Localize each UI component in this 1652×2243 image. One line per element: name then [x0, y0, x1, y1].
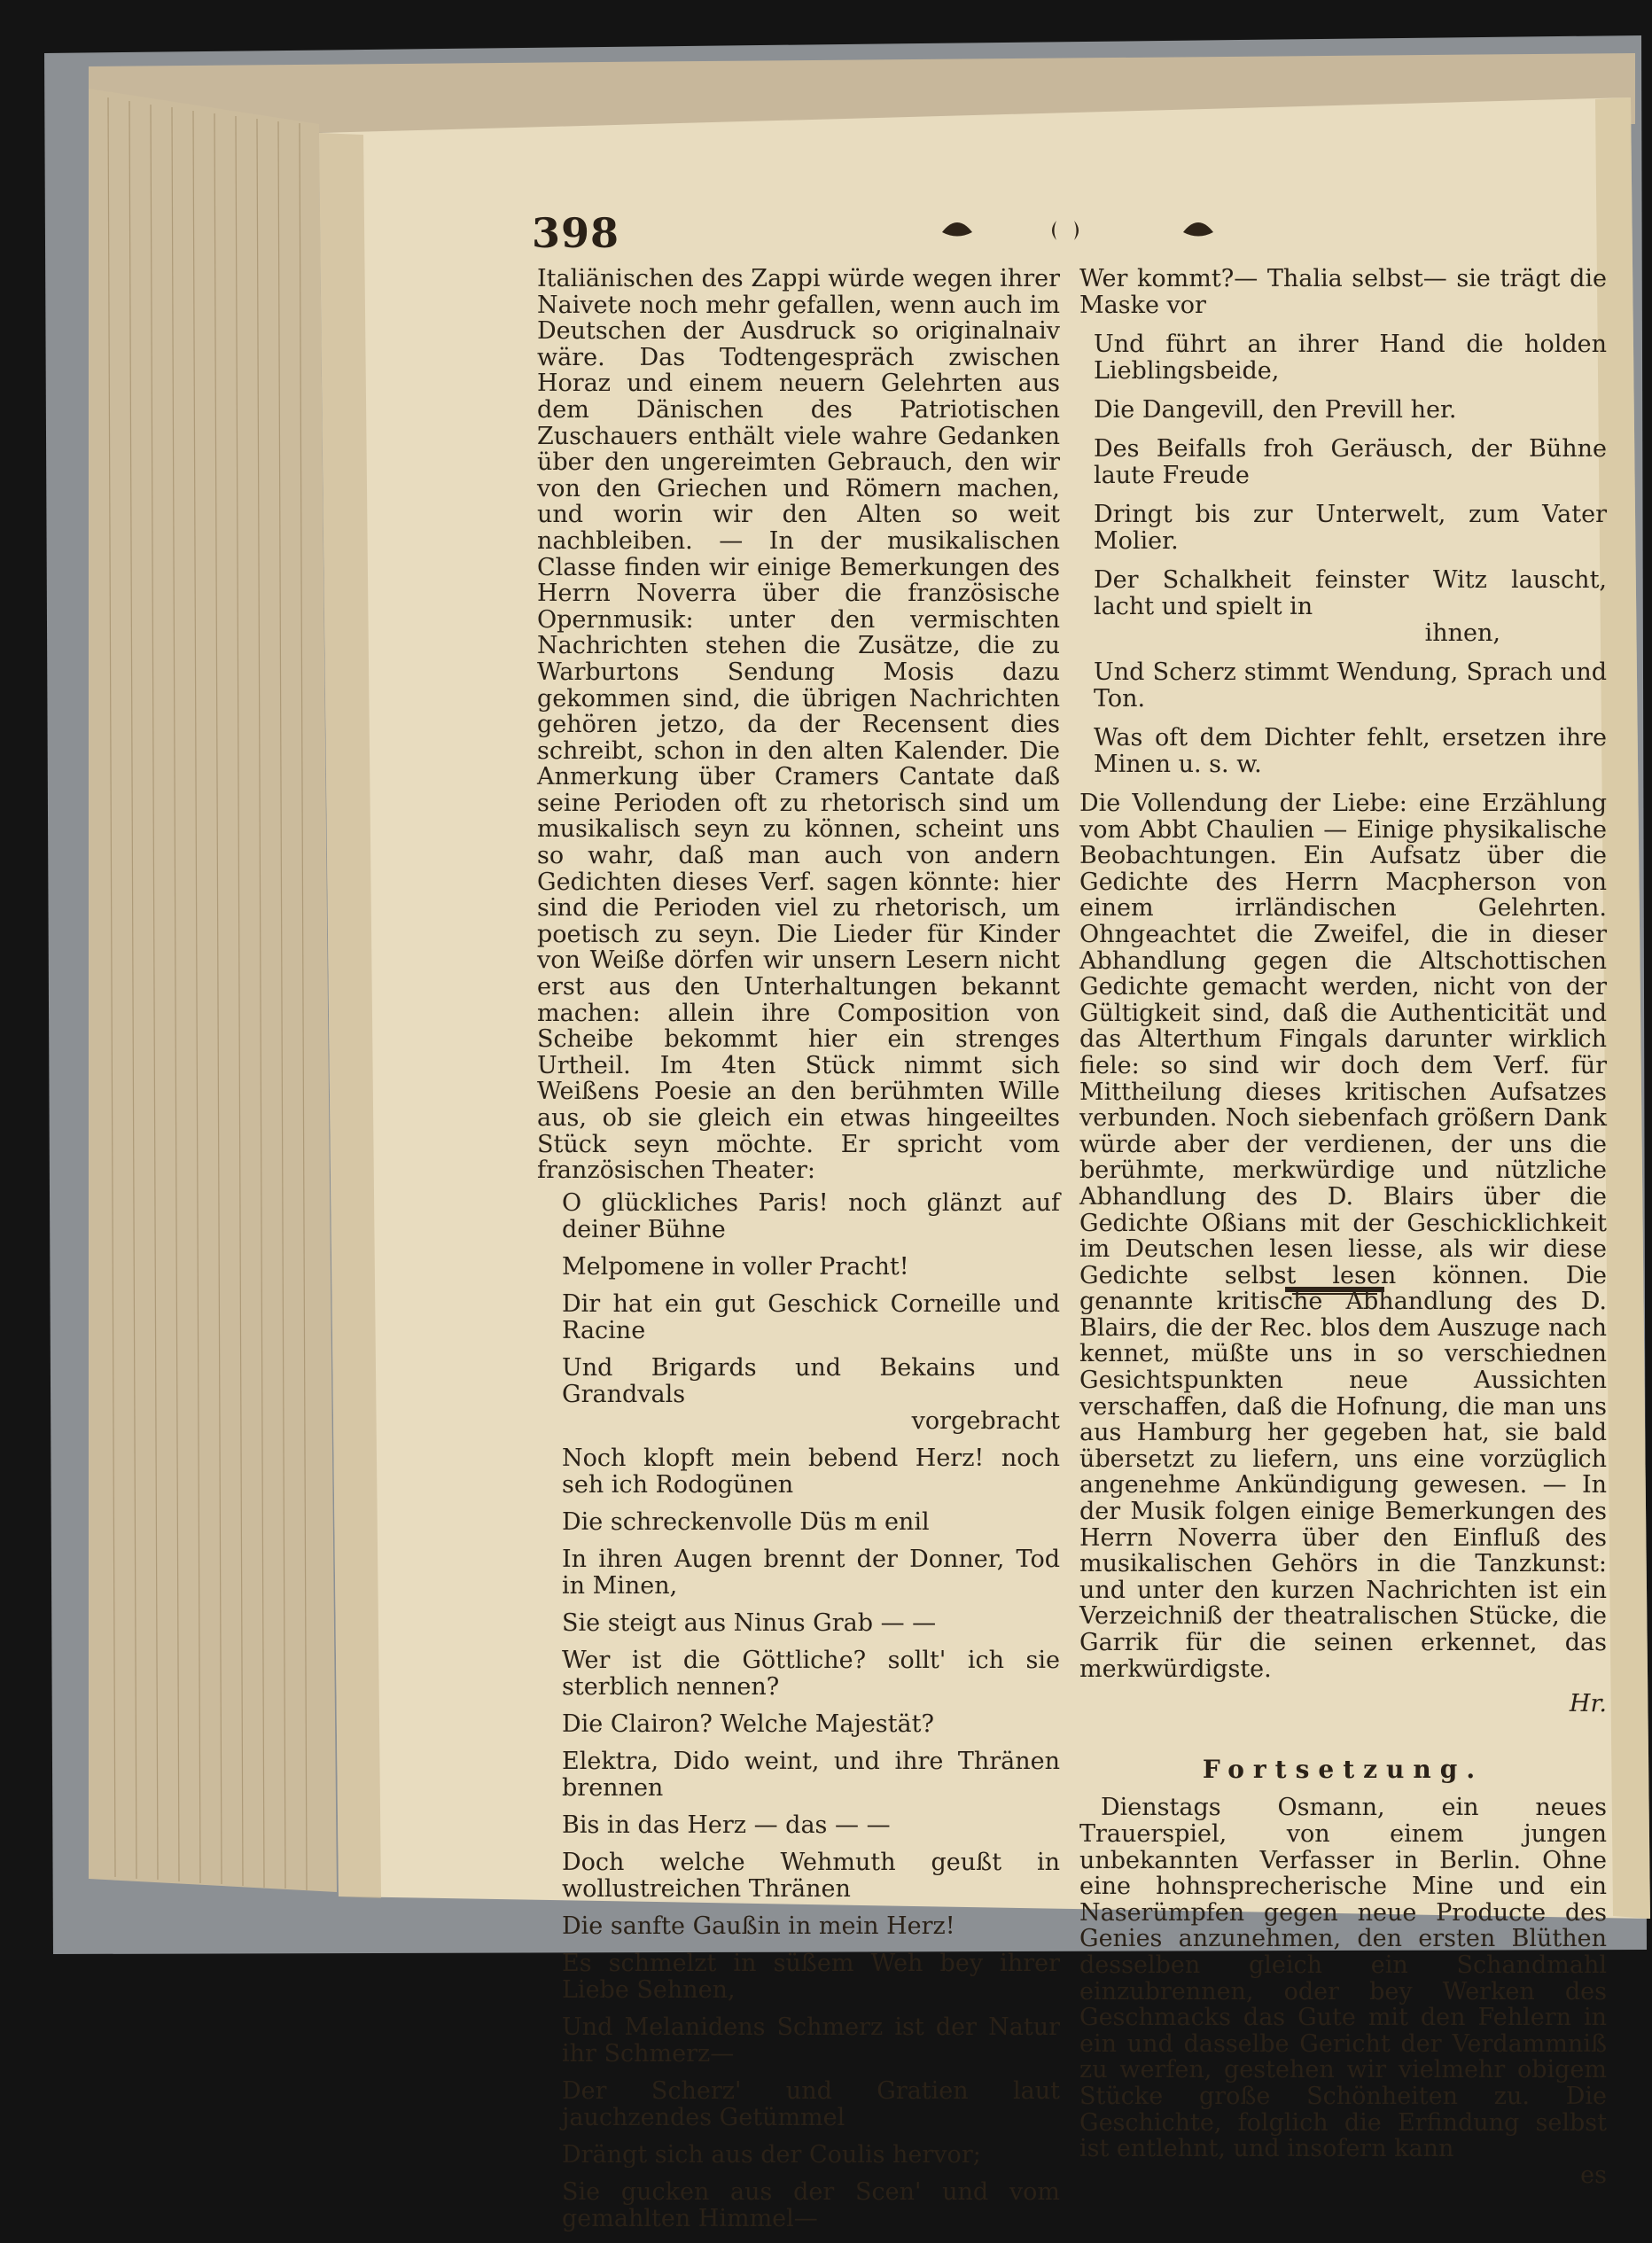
- verse-line: Bis in das Herz — das — —: [562, 1811, 891, 1839]
- verse-line: Dringt bis zur Unterwelt, zum Vater Molier.: [1094, 501, 1607, 555]
- verse-line: Melpomene in voller Pracht!: [562, 1252, 909, 1281]
- verse-line: Und Scherz stimmt Wendung, Sprach und Ton.: [1094, 658, 1607, 713]
- page-block-edges: [89, 89, 337, 1892]
- verse-block: [562, 1190, 1060, 2232]
- right-column: [1079, 266, 1607, 2188]
- verse-line: Und Melanidens Schmerz ist der Natur ihr Schmerz—: [562, 2013, 1060, 2068]
- verse-line: Der Schalkheit feinster Witz lauscht, lacht und spielt in: [1094, 566, 1607, 620]
- verse-line: Des Beifalls froh Geräusch, der Bühne laute Freude: [1094, 435, 1607, 489]
- verse-line: Die sanfte Gaußin in mein Herz!: [562, 1912, 955, 1940]
- review-paragraph: Italiänischen des Zappi würde wegen ihrer Naivete noch mehr gefallen, wenn auch im Deutschen der Ausdruck so originalnaiv wäre. Das Todtengespräch zwischen Horaz und einem neuern Gelehrten aus dem Dänischen des Patriotischen Zuschauers enthält viele wahre Gedanken über den ungereimten Gebrauch, den wir von den Griechen und Römern machen, und worin wir den Alten so weit nachbleiben. — In der musikalischen Classe finden wir einige Bemerkungen des Herrn Noverra über die französische Opernmusik: unter den vermischten Nachrichten stehen die Zusätze, die zu Warburtons Sendung Mosis dazu gekommen sind, die übrigen Nachrichten gehören jetzo, da der Recensent dies schreibt, schon in den alten Kalender. Die Anmerkung über Cramers Cantate daß seine Perioden oft zu rhetorisch sind um musikalisch seyn zu können, scheint uns so wahr, daß man auch von andern Gedichten dieses Verf. sagen könnte: hier sind die Perioden viel zu rhetorisch, um poetisch zu seyn. Die Lieder für Kinder von Weiße dörfen wir unsern Lesern nicht erst aus den Unterhaltungen bekannt machen: allein ihre Composition von Scheibe bekommt hier ein strenges Urtheil. Im 4ten Stück nimmt sich Weißens Poesie an den berühmten Wille aus, ob sie gleich ein etwas hingeeiltes Stück seyn möchte. Er spricht vom französischen Theater:: [537, 265, 1060, 1185]
- verse-line: In ihren Augen brennt der Donner, Tod in Minen,: [562, 1545, 1060, 1600]
- verse-line: vorgebracht: [911, 1406, 1060, 1435]
- left-column: [537, 266, 1060, 2243]
- verse-line: Und führt an ihrer Hand die holden Lieblingsbeide,: [1094, 331, 1607, 385]
- verse-line: ihnen,: [1424, 619, 1500, 647]
- verse-line: Die Dangevill, den Previll her.: [1094, 396, 1457, 424]
- verse-line: Drängt sich aus der Coulis hervor;: [562, 2140, 981, 2169]
- verse-line: O glückliches Paris! noch glänzt auf deiner Bühne: [562, 1188, 1060, 1243]
- verse-line: Was oft dem Dichter fehlt, ersetzen ihre Minen u. s. w.: [1094, 724, 1607, 778]
- verse-line: Es schmelzt in süßem Weh bey ihrer Liebe Sehnen,: [562, 1949, 1060, 2004]
- verse-line: Elektra, Dido weint, und ihre Thränen brennen: [562, 1747, 1060, 1802]
- verse-line: Doch welche Wehmuth geußt in wollustreichen Thränen: [562, 1848, 1060, 1903]
- catchword: es: [1580, 2161, 1607, 2189]
- page-number: 398: [532, 209, 620, 257]
- verse-line: Wer ist die Göttliche? sollt' ich sie sterblich nennen?: [562, 1646, 1060, 1701]
- review-paragraph: Die Vollendung der Liebe: eine Erzählung vom Abbt Chaulien — Einige physikalische Beobachtungen. Ein Aufsatz über die Gedichte des Herrn Macpherson von einem irrländischen Gelehrten. Ohngeachtet die Zweifel, die in dieser Abhandlung gegen die Altschottischen Gedichte gemacht werden, nicht von der Gültigkeit sind, daß die Authenticität und das Alterthum Fingals darunter wirklich fiele: so sind wir doch dem Verf. für Mittheilung dieses kritischen Aufsatzes verbunden. Noch siebenfach größern Dank würde aber der verdienen, der uns die berühmte, merkwürdige und nützliche Abhandlung des D. Blairs über die Gedichte Oßians mit der Geschicklichkeit im Deutschen lesen liesse, als wir diese Gedichte selbst lesen können. Die genannte kritische Abhandlung des D. Blairs, die der Rec. blos dem Auszuge nach kennet, müßte uns in so verschiednen Gesichtspunkten neue Aussichten verschaffen, daß die Hofnung, die man uns aus Hamburg her gegeben hat, sie bald übersetzt zu liefern, uns eine vorzüglich angenehme Ankündigung gewesen. — In der Musik folgen einige Bemerkungen des Herrn Noverra über den Einfluß des musikalischen Gehörs in die Tanzkunst: und unter den kurzen Nachrichten ist ein Verzeichniß der theatralischen Stücke, die Garrik für die seinen erkennet, das merkwürdigste.: [1079, 790, 1607, 1683]
- continuation-paragraph: Dienstags Osmann, ein neues Trauerspiel, von einem jungen unbekannten Verfasser in Berlin. Ohne eine hohnsprecherische Mine und ein Naserümpfen gegen neue Producte des Genies anzunehmen, den ersten Blüthen desselben gleich ein Schandmahl einzubrennen, oder bey Werken des Geschmacks das Gute mit den Fehlern in ein und dasselbe Gericht der Verdammniß zu werfen, gestehen wir vielmehr obigem Stücke große Schönheiten zu. Die Geschichte, folglich die Erfindung selbst ist entlehnt, und insofern kann: [1079, 1794, 1607, 2163]
- verse-line: Sie gucken aus der Scen' und vom gemahlten Himmel—: [562, 2177, 1060, 2232]
- verse-line: Die Clairon? Welche Majestät?: [562, 1710, 934, 1738]
- verse-line: Der Scherz' und Gratien laut jauchzendes Getümmel: [562, 2076, 1060, 2131]
- verse-line: Dir hat ein gut Geschick Corneille und Racine: [562, 1289, 1060, 1344]
- verse-line: Noch klopft mein bebend Herz! noch seh ich Rodogünen: [562, 1444, 1060, 1499]
- verse-line: Sie steigt aus Ninus Grab — —: [562, 1608, 937, 1637]
- verse-line: Und Brigards und Bekains und Grandvals: [562, 1353, 1060, 1408]
- section-heading: Fortsetzung.: [1202, 1754, 1484, 1784]
- verse-line: Wer kommt?— Thalia selbst— sie trägt die Maske vor: [1079, 265, 1607, 319]
- verse-block-continued: [1079, 266, 1607, 778]
- reviewer-signature: Hr.: [1569, 1690, 1607, 1718]
- verse-line: Die schreckenvolle Düs m enil: [562, 1507, 930, 1536]
